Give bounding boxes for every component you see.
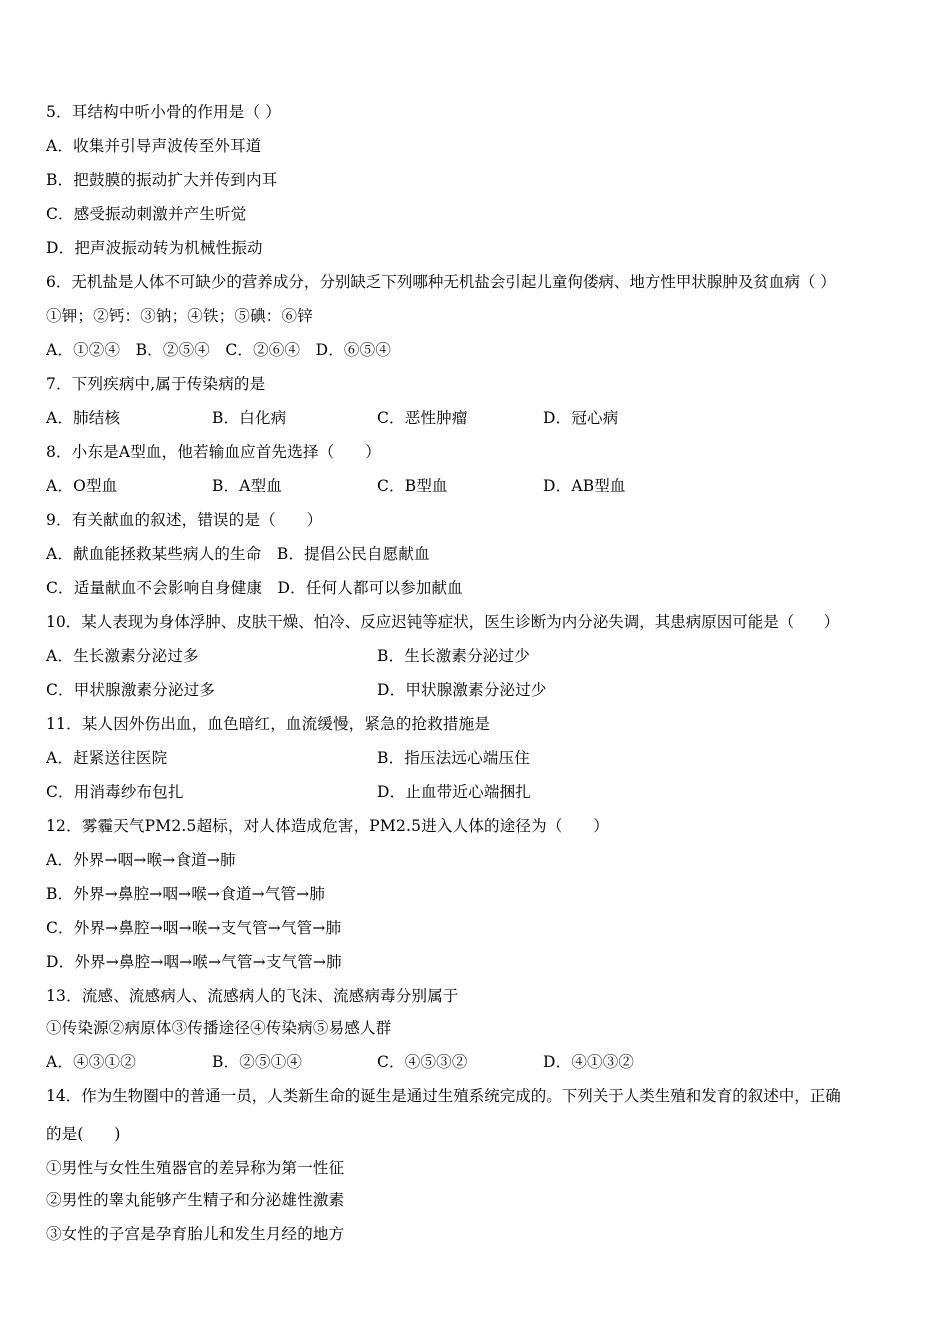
q14-stem-line1: 14．作为生物圈中的普通一员，人类新生命的诞生是通过生殖系统完成的。下列关于人类生殖和发育的叙述中，正确 [46, 1087, 841, 1105]
q8-option-c: C．B型血 [377, 477, 448, 495]
q14-item-3: ③女性的子宫是孕育胎儿和发生月经的地方 [46, 1225, 345, 1243]
q11-option-b: B．指压法远心端压住 [377, 749, 530, 767]
q14-item-2: ②男性的睾丸能够产生精子和分泌雄性激素 [46, 1191, 345, 1209]
q14-item-1: ①男性与女性生殖器官的差异称为第一性征 [46, 1159, 345, 1177]
q7-option-b: B．白化病 [212, 409, 287, 427]
q11-option-c: C．用消毒纱布包扎 [46, 783, 184, 801]
q5-option-d: D．把声波振动转为机械性振动 [46, 239, 263, 257]
q8-stem: 8．小东是A型血，他若输血应首先选择（ ） [46, 443, 381, 461]
q13-option-a: A．④③①② [46, 1053, 136, 1071]
q8-option-b: B．A型血 [212, 477, 283, 495]
q11-option-a: A．赶紧送往医院 [46, 749, 168, 767]
q7-option-c: C．恶性肿瘤 [377, 409, 468, 427]
q10-stem: 10．某人表现为身体浮肿、皮肤干燥、怕冷、反应迟钝等症状，医生诊断为内分泌失调，其患病原因可能是（ ） [46, 613, 840, 631]
q5-option-c: C．感受振动刺激并产生听觉 [46, 205, 247, 223]
q12-option-c: C．外界→鼻腔→咽→喉→支气管→气管→肺 [46, 919, 342, 937]
q13-option-c: C．④⑤③② [377, 1053, 468, 1071]
q7-stem: 7．下列疾病中,属于传染病的是 [46, 375, 266, 393]
q7-option-a: A．肺结核 [46, 409, 121, 427]
q9-options-ab: A．献血能拯救某些病人的生命 B．提倡公民自愿献血 [46, 545, 430, 563]
q13-items: ①传染源②病原体③传播途径④传染病⑤易感人群 [46, 1019, 392, 1037]
q6-options: A．①②④ B．②⑤④ C．②⑥④ D．⑥⑤④ [46, 341, 392, 359]
q8-option-d: D．AB型血 [543, 477, 626, 495]
q11-option-d: D．止血带近心端捆扎 [377, 783, 531, 801]
q8-option-a: A．O型血 [46, 477, 118, 495]
q13-stem: 13．流感、流感病人、流感病人的飞沫、流感病毒分别属于 [46, 987, 459, 1005]
q13-option-d: D．④①③② [543, 1053, 635, 1071]
q10-option-a: A．生长激素分泌过多 [46, 647, 199, 665]
q10-option-c: C．甲状腺激素分泌过多 [46, 681, 216, 699]
q10-option-d: D．甲状腺激素分泌过少 [377, 681, 547, 699]
q11-stem: 11．某人因外伤出血，血色暗红，血流缓慢，紧急的抢救措施是 [46, 715, 491, 733]
q12-option-a: A．外界→咽→喉→食道→肺 [46, 851, 236, 869]
q10-option-b: B．生长激素分泌过少 [377, 647, 530, 665]
q14-stem-line2: 的是( ) [46, 1125, 121, 1143]
q9-stem: 9．有关献血的叙述，错误的是（ ） [46, 511, 323, 529]
q6-stem: 6．无机盐是人体不可缺少的营养成分，分别缺乏下列哪种无机盐会引起儿童佝偻病、地方性甲状腺肿及贫血病（ ） [46, 273, 836, 291]
q5-option-b: B．把鼓膜的振动扩大并传到内耳 [46, 171, 278, 189]
q5-option-a: A．收集并引导声波传至外耳道 [46, 137, 262, 155]
q6-items: ①钾；②钙：③钠；④铁；⑤碘：⑥锌 [46, 307, 313, 325]
q12-stem: 12．雾霾天气PM2.5超标，对人体造成危害，PM2.5进入人体的途径为（ ） [46, 817, 609, 835]
q5-stem: 5．耳结构中听小骨的作用是（ ） [46, 103, 281, 121]
q9-options-cd: C．适量献血不会影响自身健康 D．任何人都可以参加献血 [46, 579, 463, 597]
q12-option-b: B．外界→鼻腔→咽→喉→食道→气管→肺 [46, 885, 326, 903]
q13-option-b: B．②⑤①④ [212, 1053, 303, 1071]
q12-option-d: D．外界→鼻腔→咽→喉→气管→支气管→肺 [46, 953, 342, 971]
q7-option-d: D．冠心病 [543, 409, 619, 427]
